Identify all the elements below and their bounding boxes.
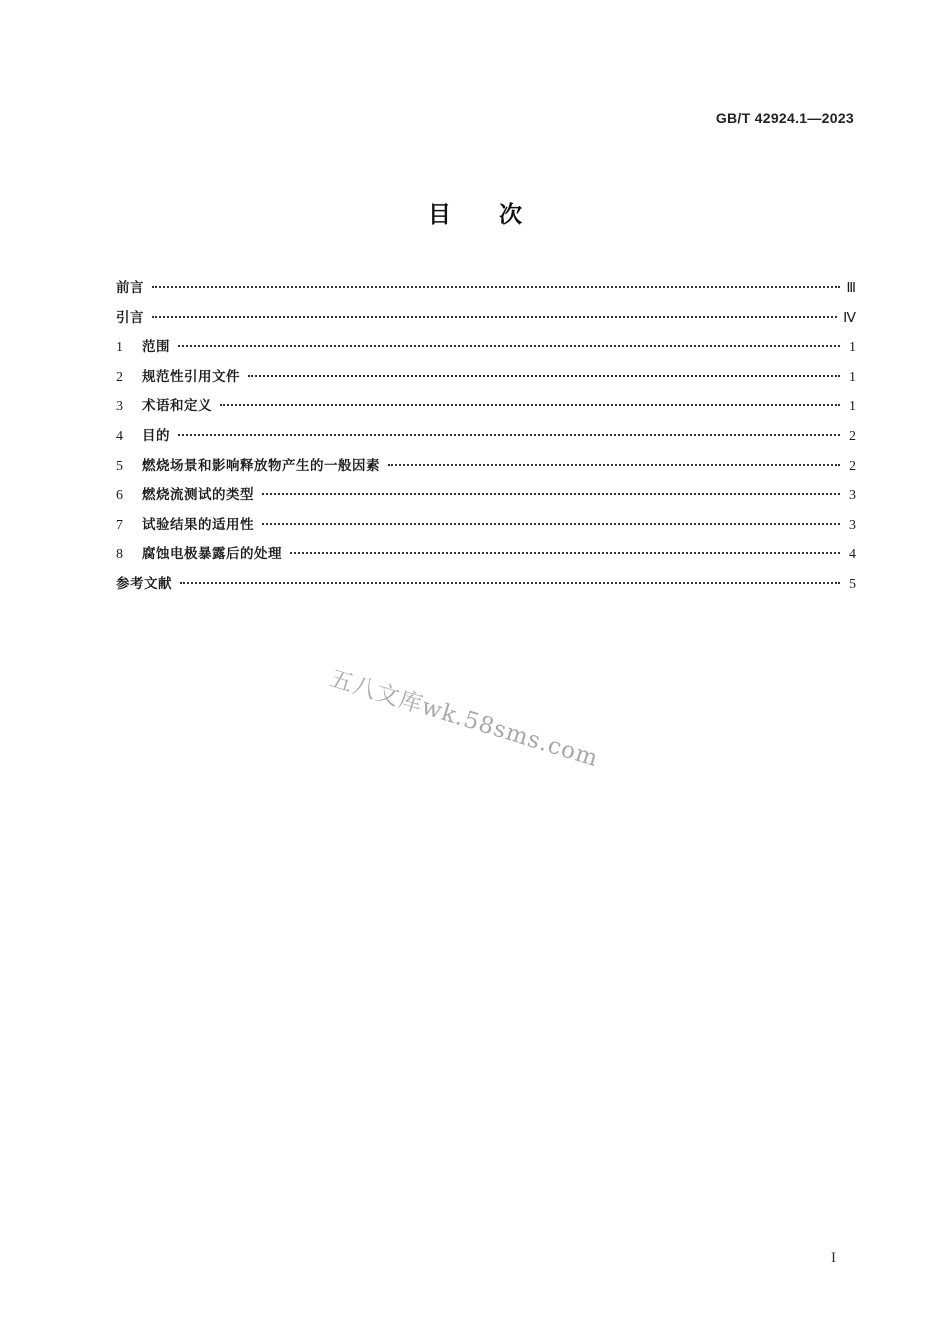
- toc-entry-3[interactable]: [116, 394, 856, 424]
- toc-entry-label: 引言: [116, 309, 144, 326]
- toc-entry-page: 1: [849, 340, 856, 356]
- toc-entry-page: Ⅲ: [846, 281, 856, 296]
- toc-entry-page: 3: [849, 488, 856, 504]
- toc-leader-dots: [248, 375, 840, 377]
- toc-entry-5[interactable]: [116, 454, 856, 484]
- toc-entry-number: 6: [116, 488, 123, 504]
- toc-leader-dots: [180, 582, 840, 584]
- toc-entry-7[interactable]: [116, 513, 856, 543]
- toc-entry-page: 1: [849, 369, 856, 385]
- toc-entry-introduction[interactable]: [116, 306, 856, 336]
- toc-entry-page: 2: [849, 458, 856, 474]
- toc-leader-dots: [262, 523, 840, 525]
- toc-entry-6[interactable]: [116, 483, 856, 513]
- toc-entry-label: 目的: [142, 427, 170, 444]
- toc-entry-8[interactable]: [116, 542, 856, 572]
- toc-leader-dots: [220, 404, 840, 406]
- toc-entry-number: 2: [116, 369, 123, 385]
- toc-entry-label: 前言: [116, 280, 144, 296]
- toc-entry-number: 5: [116, 458, 123, 474]
- toc-entry-page: 1: [849, 399, 856, 415]
- toc-entry-foreword[interactable]: [116, 276, 856, 306]
- page-title: 目次: [428, 202, 570, 228]
- toc-entry-label: 范围: [142, 339, 170, 356]
- page-number: I: [831, 1250, 836, 1266]
- standard-code: GB/T 42924.1—2023: [715, 110, 854, 126]
- toc-entry-number: 1: [116, 340, 123, 356]
- toc-entry-page: 2: [849, 428, 856, 444]
- toc-entry-2[interactable]: [116, 365, 856, 395]
- toc-entry-label: 术语和定义: [142, 398, 212, 415]
- watermark: 五八文库wk.58sms.com: [326, 665, 602, 773]
- toc-entry-label: 试验结果的适用性: [142, 516, 254, 533]
- toc-entry-bibliography[interactable]: [116, 572, 856, 602]
- toc-leader-dots: [152, 316, 837, 318]
- toc-entry-number: 3: [116, 399, 123, 415]
- toc-entry-label: 燃烧场景和影响释放物产生的一般因素: [142, 457, 380, 474]
- toc-leader-dots: [178, 434, 840, 436]
- table-of-contents: [116, 276, 856, 602]
- toc-entry-number: 7: [116, 517, 123, 533]
- toc-entry-page: 5: [849, 576, 856, 592]
- toc-entry-label: 规范性引用文件: [142, 368, 240, 385]
- toc-leader-dots: [262, 493, 840, 495]
- toc-leader-dots: [178, 345, 840, 347]
- toc-leader-dots: [388, 464, 840, 466]
- toc-leader-dots: [290, 552, 840, 554]
- toc-entry-number: 8: [116, 547, 123, 563]
- toc-entry-label: 参考文献: [116, 575, 172, 592]
- toc-entry-page: Ⅳ: [843, 310, 856, 326]
- toc-entry-4[interactable]: [116, 424, 856, 454]
- toc-entry-label: 腐蚀电极暴露后的处理: [142, 546, 282, 563]
- toc-entry-page: 3: [849, 517, 856, 533]
- toc-entry-page: 4: [849, 547, 856, 563]
- toc-entry-label: 燃烧流测试的类型: [142, 487, 254, 504]
- toc-entry-number: 4: [116, 428, 123, 444]
- toc-leader-dots: [152, 286, 840, 288]
- toc-entry-1[interactable]: [116, 335, 856, 365]
